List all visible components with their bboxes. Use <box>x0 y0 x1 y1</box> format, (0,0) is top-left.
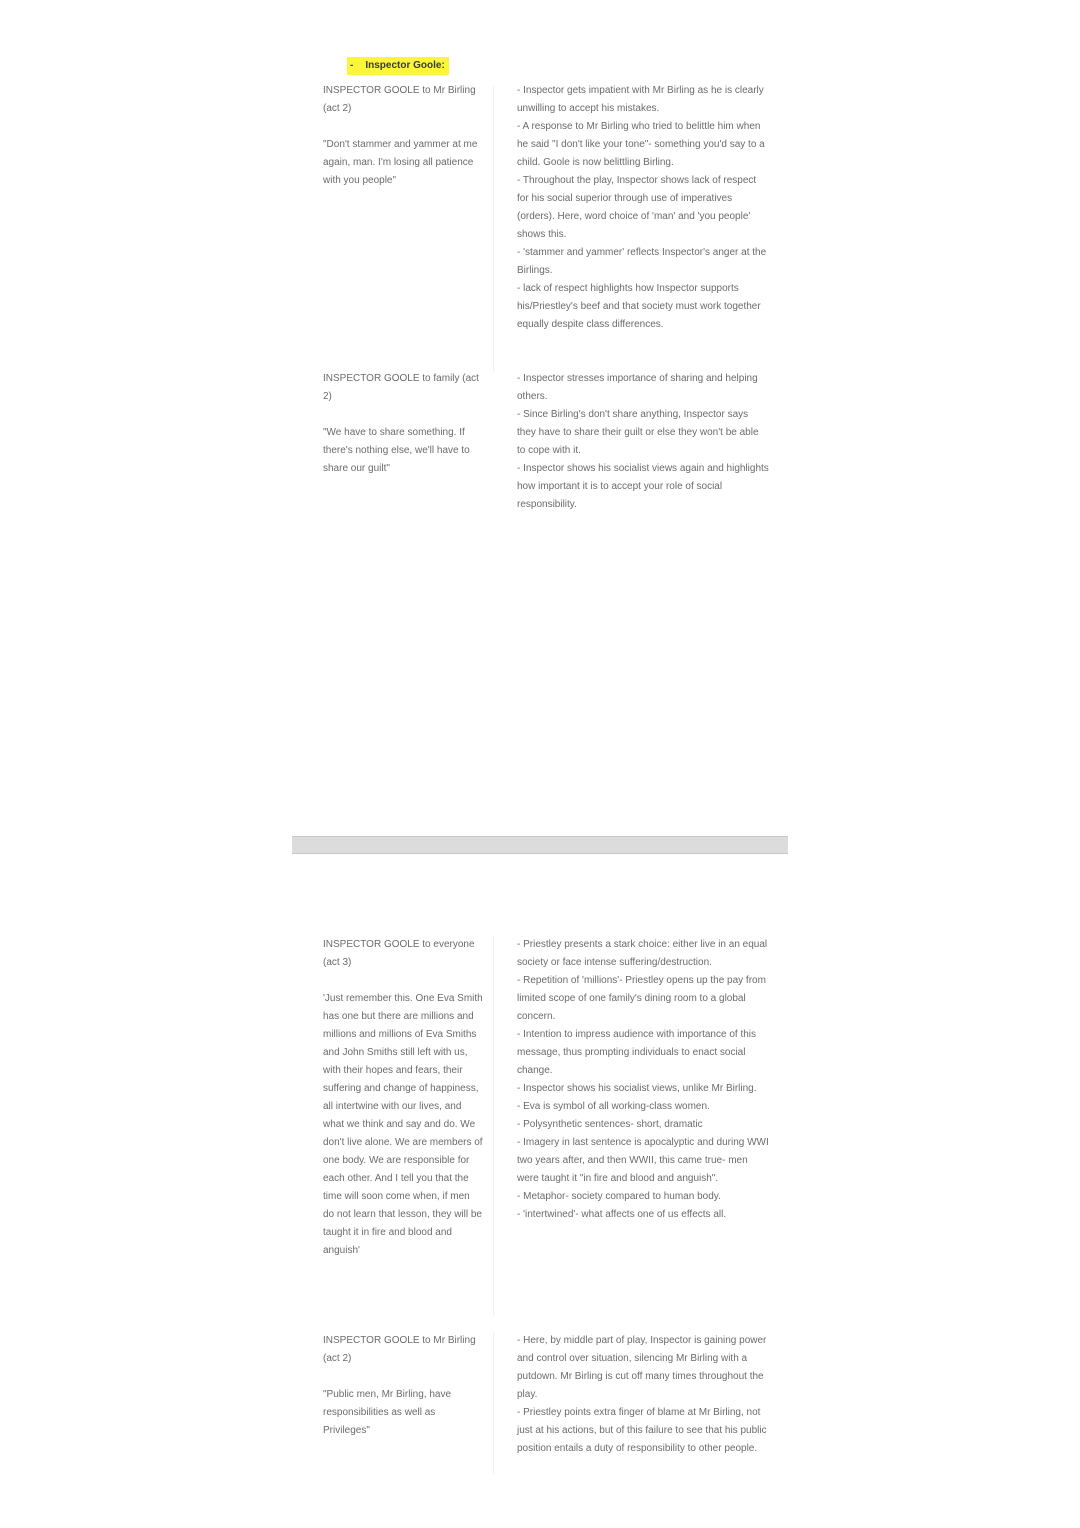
quote-column <box>323 936 483 1260</box>
column-divider <box>493 936 494 1316</box>
analysis-note: - Inspector stresses importance of sharing and helping others. <box>517 373 758 402</box>
quote-column <box>323 82 483 190</box>
section-heading <box>347 57 449 75</box>
analysis-note: - Polysynthetic sentences- short, dramatic <box>517 1119 703 1130</box>
speaker-label: INSPECTOR GOOLE to Mr Birling (act 2) <box>323 1335 476 1364</box>
quote-text: "We have to share something. If there's nothing else, we'll have to share our guilt" <box>323 427 470 474</box>
analysis-note: - Repetition of 'millions'- Priestley opens up the pay from limited scope of one family's dining room to a global concern. <box>517 975 766 1022</box>
analysis-note: - Inspector gets impatient with Mr Birling as he is clearly unwilling to accept his mistakes. <box>517 85 764 114</box>
page-separator <box>292 836 788 854</box>
analysis-column <box>517 1332 769 1458</box>
analysis-note: - Throughout the play, Inspector shows lack of respect for his social superior through use of imperatives (orders). Here, word choice of 'man' and 'you people' shows this. <box>517 175 757 240</box>
analysis-column <box>517 936 769 1224</box>
analysis-note: - Here, by middle part of play, Inspector is gaining power and control over situation, silencing Mr Birling with a putdown. Mr Birling is cut off many times throughout the play. <box>517 1335 767 1400</box>
speaker-label: INSPECTOR GOOLE to Mr Birling (act 2) <box>323 85 476 114</box>
analysis-note: - Intention to impress audience with importance of this message, thus prompting individuals to enact social change. <box>517 1029 757 1076</box>
quote-column <box>323 1332 483 1440</box>
quote-text: "Don't stammer and yammer at me again, man. I'm losing all patience with you people" <box>323 139 478 186</box>
analysis-note: - Eva is symbol of all working-class women. <box>517 1101 710 1112</box>
quote-row-4 <box>318 1332 770 1492</box>
quote-row-2 <box>318 370 770 530</box>
speaker-label: INSPECTOR GOOLE to family (act 2) <box>323 373 479 402</box>
quote-text: "Public men, Mr Birling, have responsibilities as well as Privileges" <box>323 1389 452 1436</box>
heading-text: Inspector Goole: <box>365 60 445 71</box>
analysis-note: - Since Birling's don't share anything, Inspector says they have to share their guilt or else they won't be able to cope with it. <box>517 409 759 456</box>
analysis-column <box>517 370 769 514</box>
quote-row-3 <box>318 936 770 1326</box>
analysis-note: - lack of respect highlights how Inspector supports his/Priestley's beef and that society must work together equally despite class differences. <box>517 283 761 330</box>
analysis-note: - 'stammer and yammer' reflects Inspector's anger at the Birlings. <box>517 247 767 276</box>
analysis-note: - Metaphor- society compared to human body. <box>517 1191 721 1202</box>
analysis-column <box>517 82 769 334</box>
analysis-note: - Priestley presents a stark choice: either live in an equal society or face intense suffering/destruction. <box>517 939 768 968</box>
analysis-note: - A response to Mr Birling who tried to belittle him when he said "I don't like your tone"- something you'd say to a child. Goole is now belittling Birling. <box>517 121 765 168</box>
quote-column <box>323 370 483 478</box>
analysis-note: - Priestley points extra finger of blame at Mr Birling, not just at his actions, but of this failure to see that his public position entails a duty of responsibility to other people. <box>517 1407 767 1454</box>
quote-text: 'Just remember this. One Eva Smith has one but there are millions and millions and millions of Eva Smiths and John Smiths still left with us, with their hopes and fears, their suffering and change of happiness, all intertwine with our lives, and what we think and say and do. We don't live alone. We are members of one body. We are responsible for each other. And I tell you that the time will soon come when, if men do not learn that lesson, they will be taught it in fire and blood and anguish' <box>323 993 483 1256</box>
analysis-note: - Inspector shows his socialist views again and highlights how important it is to accept your role of social responsibility. <box>517 463 769 510</box>
speaker-label: INSPECTOR GOOLE to everyone (act 3) <box>323 939 475 968</box>
heading-bullet: - <box>350 60 354 71</box>
column-divider <box>493 86 494 372</box>
analysis-note: - Imagery in last sentence is apocalyptic and during WWI two years after, and then WWII, this came true- men were taught it "in fire and blood and anguish". <box>517 1137 769 1184</box>
column-divider <box>493 1332 494 1474</box>
analysis-note: - Inspector shows his socialist views, unlike Mr Birling. <box>517 1083 757 1094</box>
analysis-note: - 'intertwined'- what affects one of us effects all. <box>517 1209 727 1220</box>
